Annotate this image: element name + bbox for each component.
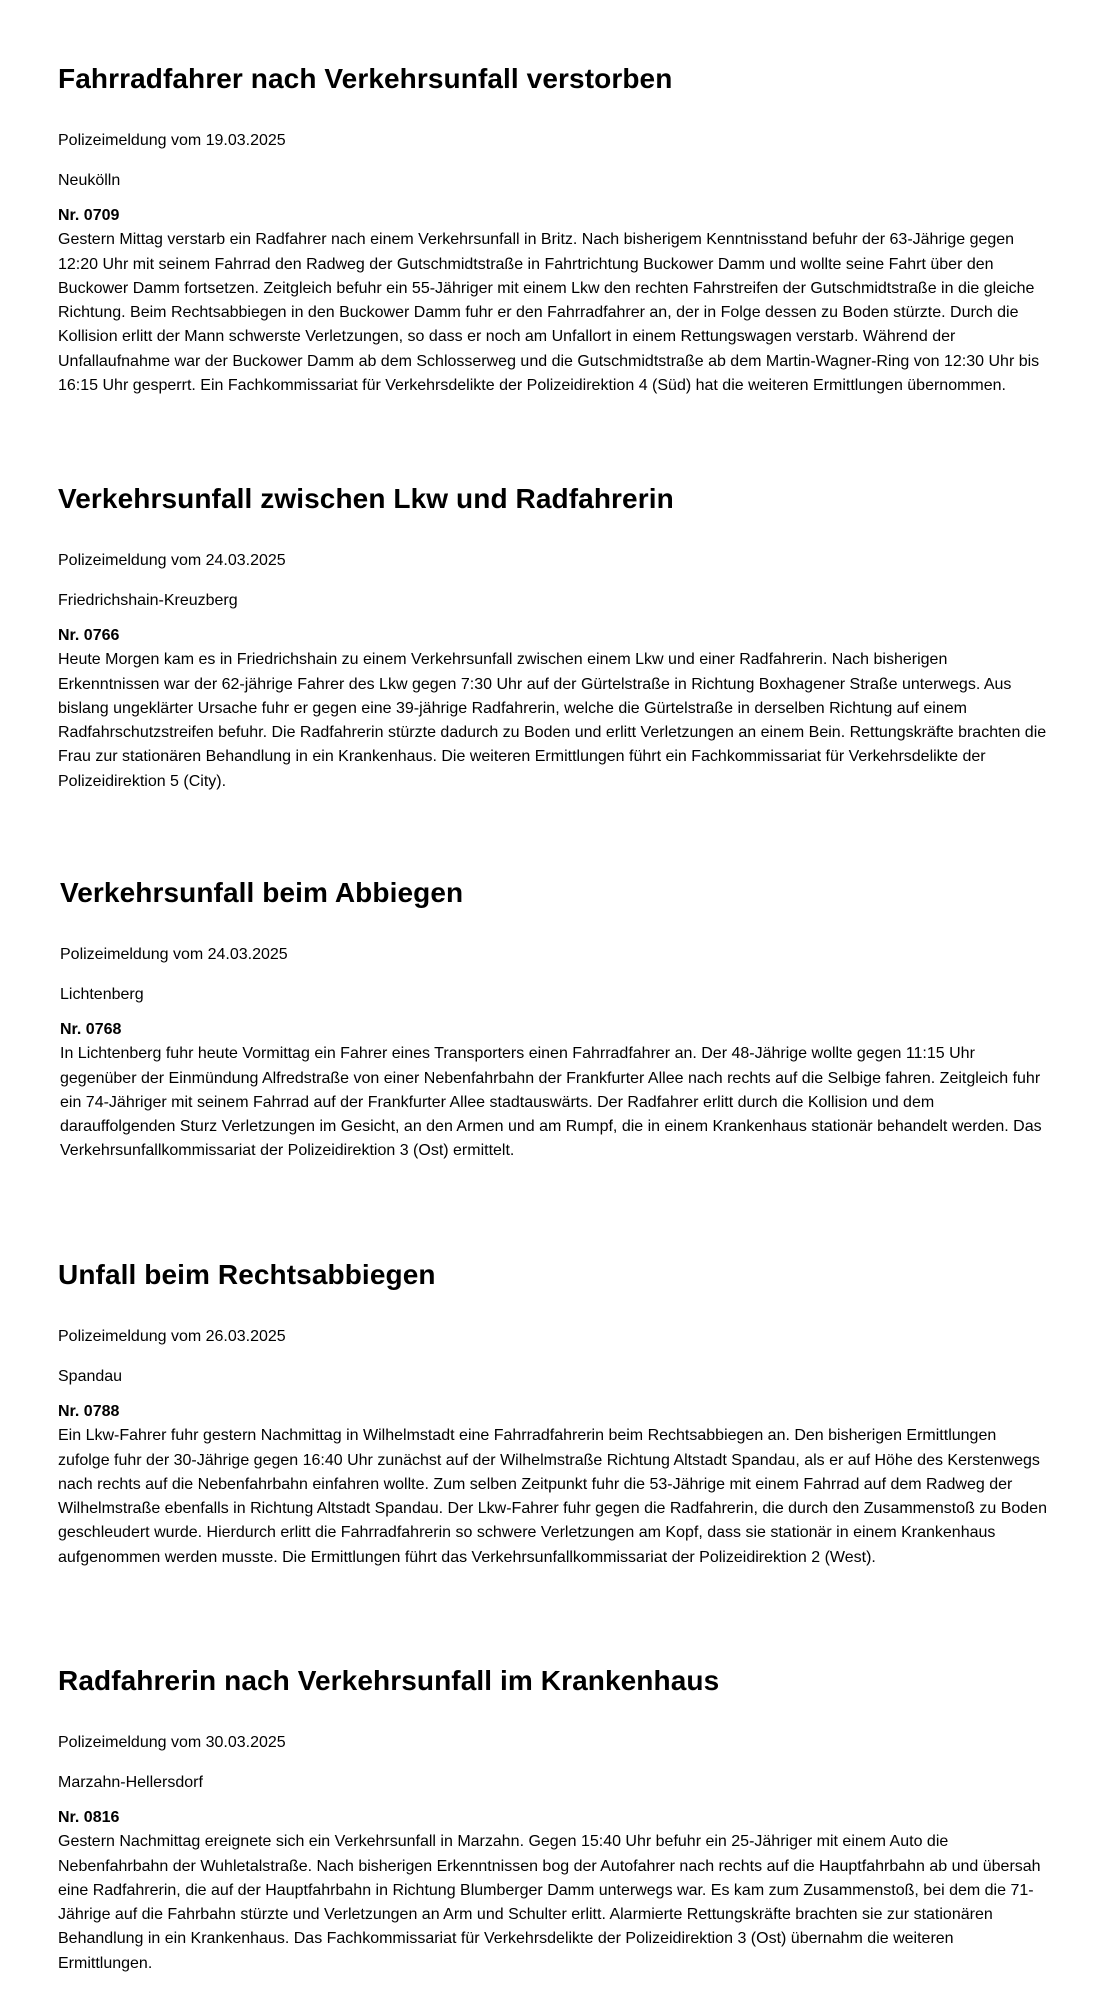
release-date: Polizeimeldung vom 19.03.2025 <box>58 132 286 149</box>
article-title: Unfall beim Rechtsabbiegen <box>58 1259 436 1290</box>
release-date: Polizeimeldung vom 24.03.2025 <box>58 552 286 569</box>
release-date: Polizeimeldung vom 24.03.2025 <box>60 946 288 963</box>
district: Lichtenberg <box>60 986 144 1003</box>
district: Spandau <box>58 1368 123 1385</box>
release-number: Nr. 0816 <box>58 1809 120 1826</box>
press-release-0709 <box>58 62 1048 395</box>
district: Neukölln <box>58 172 121 189</box>
release-number: Nr. 0709 <box>58 207 120 224</box>
article-title: Fahrradfahrer nach Verkehrsunfall verstorben <box>58 63 673 94</box>
release-number: Nr. 0766 <box>58 627 120 644</box>
article-text: Gestern Mittag verstarb ein Radfahrer nach einem Verkehrsunfall in Britz. Nach bisherigem Kenntnisstand befuhr der 63-Jährige gegen 12:20 Uhr mit seinem Fahrrad den Radweg der Gutschmidtstraße in Fahrtrichtung Buckower Damm und wollte seine Fahrt über den Buckower Damm fortsetzen. Zeitgleich befuhr ein 55-Jähriger mit einem Lkw den rechten Fahrstreifen der Gutschmidtstraße in die gleiche Richtung. Beim Rechtsabbiegen in den Buckower Damm fuhr er den Fahrradfahrer an, der in Folge dessen zu Boden stürzte. Durch die Kollision erlitt der Mann schwerste Verletzungen, so dass er noch am Unfallort in einem Rettungswagen verstarb. Während der Unfallaufnahme war der Buckower Damm ab dem Schlosserweg und die Gutschmidtstraße ab dem Martin-Wagner-Ring von 12:30 Uhr bis 16:15 Uhr gesperrt. Ein Fachkommissariat für Verkehrsdelikte der Polizeidirektion 4 (Süd) hat die weiteren Ermittlungen übernommen. <box>58 231 1040 395</box>
article-text: Gestern Nachmittag ereignete sich ein Verkehrsunfall in Marzahn. Gegen 15:40 Uhr befuhr ein 25-Jähriger mit einem Auto die Nebenfahrbahn der Wuhletalstraße. Nach bisherigen Erkenntnissen bog der Autofahrer nach rechts auf die Hauptfahrbahn ab und übersah eine Radfahrerin, die auf der Hauptfahrbahn in Richtung Blumberger Damm unterwegs war. Es kam zum Zusammenstoß, bei dem die 71-Jährige auf die Fahrbahn stürzte und Verletzungen an Arm und Schulter erlitt. Alarmierte Rettungskräfte brachten sie zur stationären Behandlung in ein Krankenhaus. Das Fachkommissariat für Verkehrsdelikte der Polizeidirektion 3 (Ost) übernahm die weiteren Ermittlungen. <box>58 1833 1041 1972</box>
article-text: Ein Lkw-Fahrer fuhr gestern Nachmittag in Wilhelmstadt eine Fahrradfahrerin beim Rechtsabbiegen an. Den bisherigen Ermittlungen zufolge fuhr der 30-Jährige gegen 16:40 Uhr zunächst auf der Wilhelmstraße Richtung Altstadt Spandau, als er auf Höhe des Kerstenwegs nach rechts auf die Nebenfahrbahn einfahren wollte. Zum selben Zeitpunkt fuhr die 53-Jährige mit einem Fahrrad auf dem Radweg der Wilhelmstraße ebenfalls in Richtung Altstadt Spandau. Der Lkw-Fahrer fuhr gegen die Radfahrerin, die durch den Zusammenstoß zu Boden geschleudert wurde. Hierdurch erlitt die Fahrradfahrerin so schwere Verletzungen am Kopf, dass sie stationär in einem Krankenhaus aufgenommen werden musste. Die Ermittlungen führt das Verkehrsunfallkommissariat der Polizeidirektion 2 (West). <box>58 1427 1047 1566</box>
press-release-0768 <box>60 876 1050 1160</box>
press-release-0816 <box>58 1664 1048 1972</box>
article-body <box>58 1400 1048 1570</box>
district: Marzahn-Hellersdorf <box>58 1774 203 1791</box>
article-body <box>60 1018 1050 1164</box>
article-text: Heute Morgen kam es in Friedrichshain zu einem Verkehrsunfall zwischen einem Lkw und einer Radfahrerin. Nach bisherigen Erkenntnissen war der 62-jährige Fahrer des Lkw gegen 7:30 Uhr auf der Gürtelstraße in Richtung Boxhagener Straße unterwegs. Aus bislang ungeklärter Ursache fuhr er gegen eine 39-jährige Radfahrerin, welche die Gürtelstraße in derselben Richtung auf einem Radfahrschutzstreifen befuhr. Die Radfahrerin stürzte dadurch zu Boden und erlitt Verletzungen an einem Bein. Rettungskräfte brachten die Frau zur stationären Behandlung in ein Krankenhaus. Die weiteren Ermittlungen führt ein Fachkommissariat für Verkehrsdelikte der Polizeidirektion 5 (City). <box>58 651 1047 790</box>
district: Friedrichshain-Kreuzberg <box>58 592 238 609</box>
article-title: Verkehrsunfall beim Abbiegen <box>60 877 464 908</box>
press-release-0788 <box>58 1258 1048 1566</box>
article-title: Radfahrerin nach Verkehrsunfall im Krankenhaus <box>58 1665 720 1696</box>
article-text: In Lichtenberg fuhr heute Vormittag ein Fahrer eines Transporters einen Fahrradfahrer an. Der 48-Jährige wollte gegen 11:15 Uhr gegenüber der Einmündung Alfredstraße von einer Nebenfahrbahn der Frankfurter Allee nach rechts auf die Selbige fahren. Zeitgleich fuhr ein 74-Jähriger mit seinem Fahrrad auf der Frankfurter Allee stadtauswärts. Der Radfahrer erlitt durch die Kollision und dem darauffolgenden Sturz Verletzungen im Gesicht, an den Armen und am Rumpf, die in einem Krankenhaus stationär behandelt werden. Das Verkehrsunfallkommissariat der Polizeidirektion 3 (Ost) ermittelt. <box>60 1045 1042 1160</box>
press-release-0766 <box>58 482 1048 790</box>
article-title: Verkehrsunfall zwischen Lkw und Radfahrerin <box>58 483 674 514</box>
release-number: Nr. 0768 <box>60 1021 122 1038</box>
article-body <box>58 624 1048 794</box>
article-body <box>58 204 1048 398</box>
release-date: Polizeimeldung vom 30.03.2025 <box>58 1734 286 1751</box>
release-date: Polizeimeldung vom 26.03.2025 <box>58 1328 286 1345</box>
article-body <box>58 1806 1048 1976</box>
release-number: Nr. 0788 <box>58 1403 120 1420</box>
